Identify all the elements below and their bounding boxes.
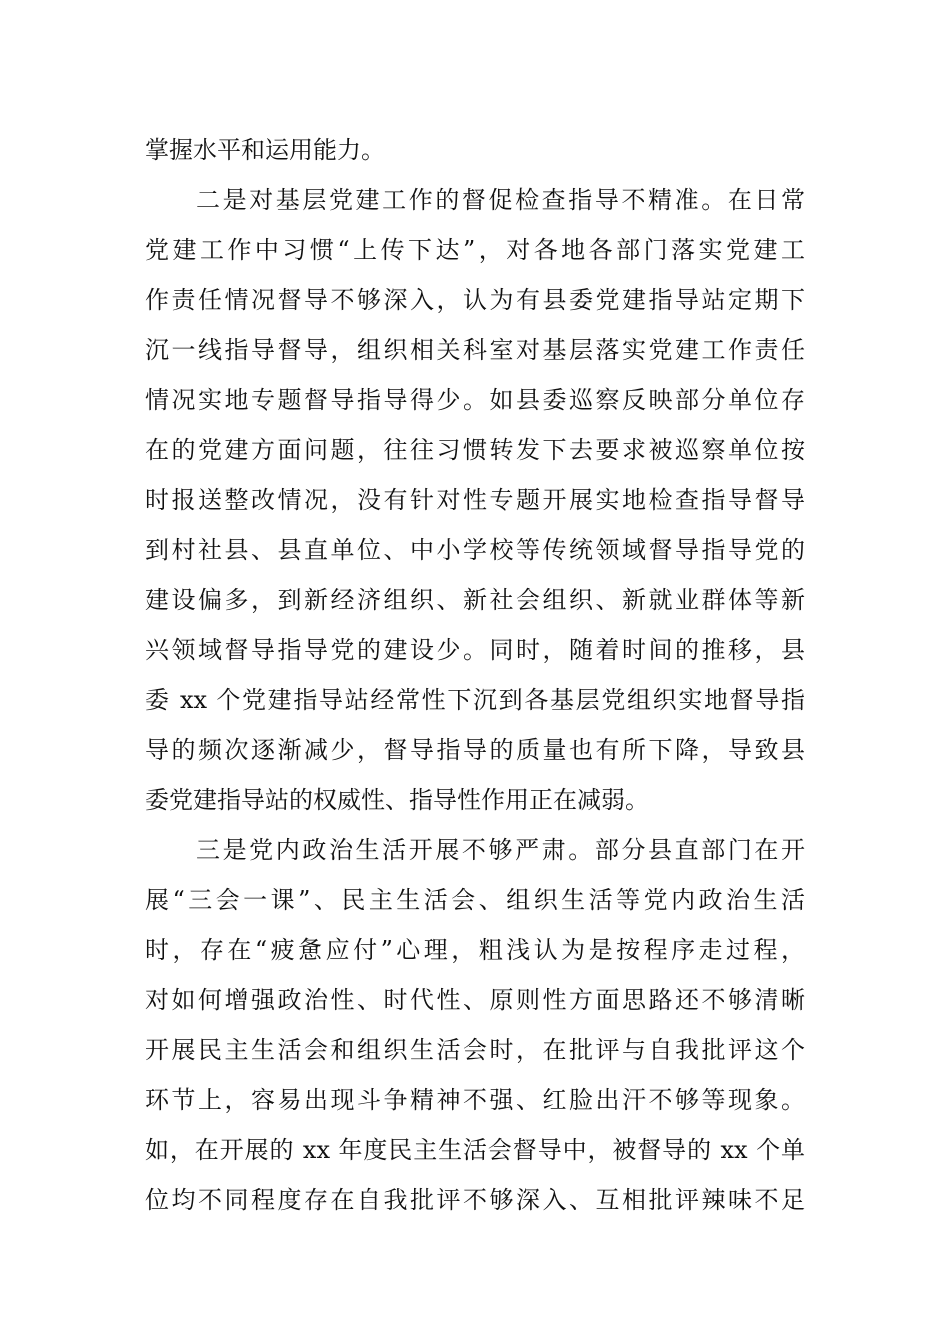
- paragraph-2-line: 作责任情况督导不够深入，认为有县委党建指导站定期下: [145, 286, 805, 314]
- paragraph-3-line: 对如何增强政治性、时代性、原则性方面思路还不够清晰: [145, 986, 805, 1014]
- paragraph-2-line: 党建工作中习惯“上传下达”，对各地各部门落实党建工: [145, 236, 805, 264]
- paragraph-2-line: 情况实地专题督导指导得少。如县委巡察反映部分单位存: [145, 386, 805, 414]
- paragraph-3-line: 时，存在“疲惫应付”心理，粗浅认为是按程序走过程，: [145, 936, 805, 964]
- paragraph-2-line: 兴领域督导指导党的建设少。同时，随着时间的推移，县: [145, 636, 805, 664]
- paragraph-1-line: 掌握水平和运用能力。: [145, 136, 385, 164]
- paragraph-3-line: 三是党内政治生活开展不够严肃。部分县直部门在开: [196, 836, 805, 864]
- paragraph-2-line: 委 xx 个党建指导站经常性下沉到各基层党组织实地督导指: [145, 686, 805, 714]
- paragraph-2-line: 在的党建方面问题，往往习惯转发下去要求被巡察单位按: [145, 436, 805, 464]
- paragraph-2-line: 委党建指导站的权威性、指导性作用正在减弱。: [145, 786, 649, 814]
- paragraph-2-line: 时报送整改情况，没有针对性专题开展实地检查指导督导: [145, 486, 805, 514]
- paragraph-3-line: 开展民主生活会和组织生活会时，在批评与自我批评这个: [145, 1036, 805, 1064]
- paragraph-3-line: 环节上，容易出现斗争精神不强、红脸出汗不够等现象。: [145, 1086, 805, 1114]
- paragraph-3-line: 展“三会一课”、民主生活会、组织生活等党内政治生活: [145, 886, 805, 914]
- paragraph-3-line: 位均不同程度存在自我批评不够深入、互相批评辣味不足: [145, 1186, 805, 1214]
- paragraph-2-line: 沉一线指导督导，组织相关科室对基层落实党建工作责任: [145, 336, 805, 364]
- paragraph-2-line: 导的频次逐渐减少，督导指导的质量也有所下降，导致县: [145, 736, 805, 764]
- paragraph-2-line: 建设偏多，到新经济组织、新社会组织、新就业群体等新: [145, 586, 805, 614]
- paragraph-2-line: 二是对基层党建工作的督促检查指导不精准。在日常: [196, 186, 805, 214]
- paragraph-2-line: 到村社县、县直单位、中小学校等传统领域督导指导党的: [145, 536, 805, 564]
- paragraph-3-line: 如，在开展的 xx 年度民主生活会督导中，被督导的 xx 个单: [145, 1136, 805, 1164]
